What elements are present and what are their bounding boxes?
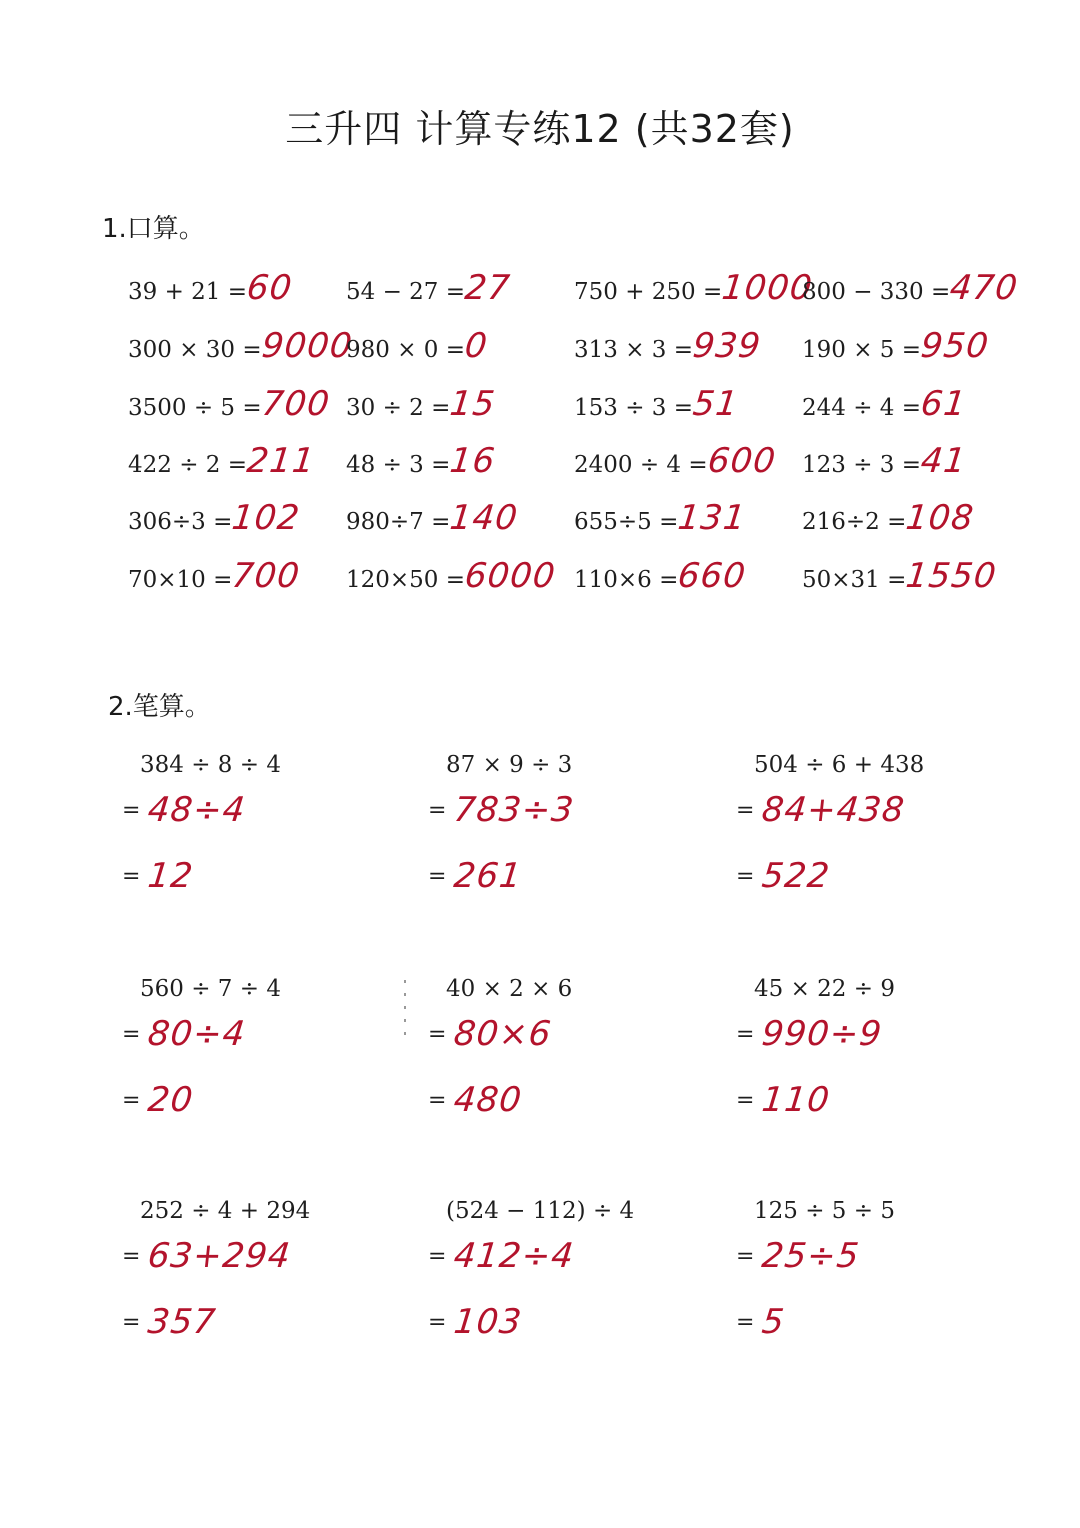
equals-sign: = (428, 1244, 447, 1269)
page-title: 三升四 计算专练12 (共32套) (285, 107, 795, 151)
oral-item (346, 268, 513, 314)
oral-expression: 48 ÷ 3 = (346, 452, 451, 478)
oral-expression: 313 × 3 = (574, 337, 694, 363)
written-step1 (122, 790, 246, 830)
oral-item (574, 384, 741, 430)
oral-answer: 700 (259, 384, 332, 424)
oral-answer: 51 (690, 384, 741, 424)
equals-sign: = (428, 798, 447, 823)
oral-item (128, 441, 318, 487)
oral-expression: 655÷5 = (574, 509, 679, 535)
oral-expression: 50×31 = (802, 567, 907, 593)
oral-expression: 750 + 250 = (574, 279, 723, 305)
written-answer: 480 (452, 1080, 525, 1120)
equals-sign: = (122, 798, 141, 823)
written-step1 (428, 1014, 552, 1054)
written-step1 (122, 1014, 246, 1054)
oral-item (128, 384, 330, 430)
oral-expression: 30 ÷ 2 = (346, 395, 451, 421)
written-step2 (122, 856, 194, 896)
written-step1 (428, 790, 577, 830)
oral-item (574, 441, 776, 487)
oral-expression: 190 × 5 = (802, 337, 922, 363)
oral-expression: 800 − 330 = (802, 279, 951, 305)
equals-sign: = (736, 798, 755, 823)
oral-item (346, 326, 488, 372)
scan-dots (404, 980, 408, 1045)
oral-item (574, 268, 813, 314)
written-problem (122, 1198, 440, 1398)
equals-sign: = (736, 1088, 755, 1113)
oral-expression: 110×6 = (574, 567, 679, 593)
oral-answer: 41 (918, 441, 969, 481)
oral-item (128, 268, 295, 314)
oral-expression: 120×50 = (346, 567, 466, 593)
oral-expression: 980÷7 = (346, 509, 451, 535)
written-expression: 40 × 2 × 6 (446, 976, 573, 1002)
oral-expression: 216÷2 = (802, 509, 907, 535)
written-answer: 357 (146, 1302, 219, 1342)
oral-answer: 60 (244, 268, 295, 308)
written-expression: 125 ÷ 5 ÷ 5 (754, 1198, 895, 1224)
oral-expression: 244 ÷ 4 = (802, 395, 922, 421)
written-expression: 87 × 9 ÷ 3 (446, 752, 573, 778)
written-expression: 252 ÷ 4 + 294 (140, 1198, 311, 1224)
oral-expression: 2400 ÷ 4 = (574, 452, 708, 478)
written-answer: 25÷5 (760, 1236, 862, 1276)
oral-answer: 102 (230, 498, 303, 538)
written-problem (122, 976, 440, 1176)
oral-item (574, 326, 764, 372)
written-step2 (736, 856, 833, 896)
oral-answer: 140 (448, 498, 521, 538)
oral-item (802, 556, 1000, 602)
written-answer: 63+294 (146, 1236, 294, 1276)
written-step2 (122, 1302, 219, 1342)
oral-answer: 470 (948, 268, 1021, 308)
oral-answer: 1000 (720, 268, 815, 308)
written-answer: 103 (452, 1302, 525, 1342)
oral-answer: 211 (244, 441, 318, 481)
oral-answer: 600 (705, 441, 778, 481)
oral-item (128, 326, 355, 372)
equals-sign: = (428, 1088, 447, 1113)
written-answer: 20 (146, 1080, 196, 1120)
written-answer: 412÷4 (452, 1236, 577, 1276)
written-answer: 261 (452, 856, 525, 896)
written-problem (428, 976, 746, 1176)
written-answer: 783÷3 (452, 790, 577, 830)
oral-answer: 27 (462, 268, 513, 308)
written-answer: 80÷4 (146, 1014, 248, 1054)
written-step2 (428, 856, 525, 896)
oral-item (346, 441, 496, 487)
written-step2 (122, 1080, 194, 1120)
written-problem (736, 752, 1054, 952)
oral-item (346, 556, 556, 602)
written-expression: 45 × 22 ÷ 9 (754, 976, 895, 1002)
oral-item (346, 384, 496, 430)
equals-sign: = (122, 1244, 141, 1269)
written-step2 (428, 1302, 525, 1342)
equals-sign: = (428, 864, 447, 889)
oral-expression: 422 ÷ 2 = (128, 452, 248, 478)
oral-item (574, 498, 749, 544)
oral-item (802, 441, 969, 487)
written-answer: 110 (760, 1080, 833, 1120)
oral-answer: 0 (462, 326, 490, 366)
oral-item (802, 268, 1021, 314)
oral-item (346, 498, 521, 544)
oral-answer: 6000 (462, 556, 558, 596)
written-answer: 80×6 (452, 1014, 554, 1054)
written-problem (428, 752, 746, 952)
oral-expression: 306÷3 = (128, 509, 233, 535)
written-problem (736, 1198, 1054, 1398)
written-step2 (736, 1302, 788, 1342)
equals-sign: = (122, 1310, 141, 1335)
oral-item (128, 556, 303, 602)
written-problem (428, 1198, 746, 1398)
oral-answer: 939 (690, 326, 764, 366)
oral-expression: 54 − 27 = (346, 279, 466, 305)
equals-sign: = (736, 1244, 755, 1269)
equals-sign: = (122, 864, 141, 889)
written-step1 (122, 1236, 294, 1276)
oral-answer: 950 (918, 326, 992, 366)
written-answer: 48÷4 (146, 790, 248, 830)
written-step1 (736, 1236, 860, 1276)
oral-expression: 70×10 = (128, 567, 233, 593)
written-problem (736, 976, 1054, 1176)
oral-answer: 108 (904, 498, 977, 538)
written-answer: 990÷9 (760, 1014, 885, 1054)
written-step2 (736, 1080, 833, 1120)
written-expression: 384 ÷ 8 ÷ 4 (140, 752, 281, 778)
written-answer: 12 (146, 856, 196, 896)
written-expression: 504 ÷ 6 + 438 (754, 752, 925, 778)
written-answer: 5 (760, 1302, 788, 1342)
section-oral-heading: 1.口算。 (102, 214, 205, 244)
written-step2 (428, 1080, 525, 1120)
oral-answer: 15 (448, 384, 498, 424)
oral-answer: 61 (918, 384, 969, 424)
equals-sign: = (122, 1088, 141, 1113)
oral-answer: 9000 (259, 326, 355, 366)
written-expression: 560 ÷ 7 ÷ 4 (140, 976, 281, 1002)
equals-sign: = (736, 864, 755, 889)
equals-sign: = (736, 1022, 755, 1047)
oral-expression: 3500 ÷ 5 = (128, 395, 262, 421)
section-written-heading: 2.笔算。 (108, 692, 211, 722)
oral-expression: 300 × 30 = (128, 337, 262, 363)
equals-sign: = (736, 1310, 755, 1335)
oral-expression: 123 ÷ 3 = (802, 452, 922, 478)
oral-expression: 980 × 0 = (346, 337, 466, 363)
oral-item (802, 326, 992, 372)
equals-sign: = (122, 1022, 141, 1047)
written-answer: 84+438 (760, 790, 908, 830)
equals-sign: = (428, 1310, 447, 1335)
oral-item (802, 498, 977, 544)
written-step1 (736, 790, 908, 830)
oral-answer: 700 (230, 556, 303, 596)
oral-answer: 131 (676, 498, 749, 538)
equals-sign: = (428, 1022, 447, 1047)
oral-item (802, 384, 969, 430)
oral-answer: 660 (676, 556, 749, 596)
written-expression: (524 − 112) ÷ 4 (446, 1198, 635, 1224)
oral-answer: 16 (448, 441, 498, 481)
oral-expression: 153 ÷ 3 = (574, 395, 694, 421)
oral-item (128, 498, 303, 544)
oral-answer: 1550 (904, 556, 1000, 596)
oral-item (574, 556, 749, 602)
written-answer: 522 (760, 856, 833, 896)
written-step1 (736, 1014, 885, 1054)
written-problem (122, 752, 440, 952)
oral-expression: 39 + 21 = (128, 279, 248, 305)
written-step1 (428, 1236, 577, 1276)
